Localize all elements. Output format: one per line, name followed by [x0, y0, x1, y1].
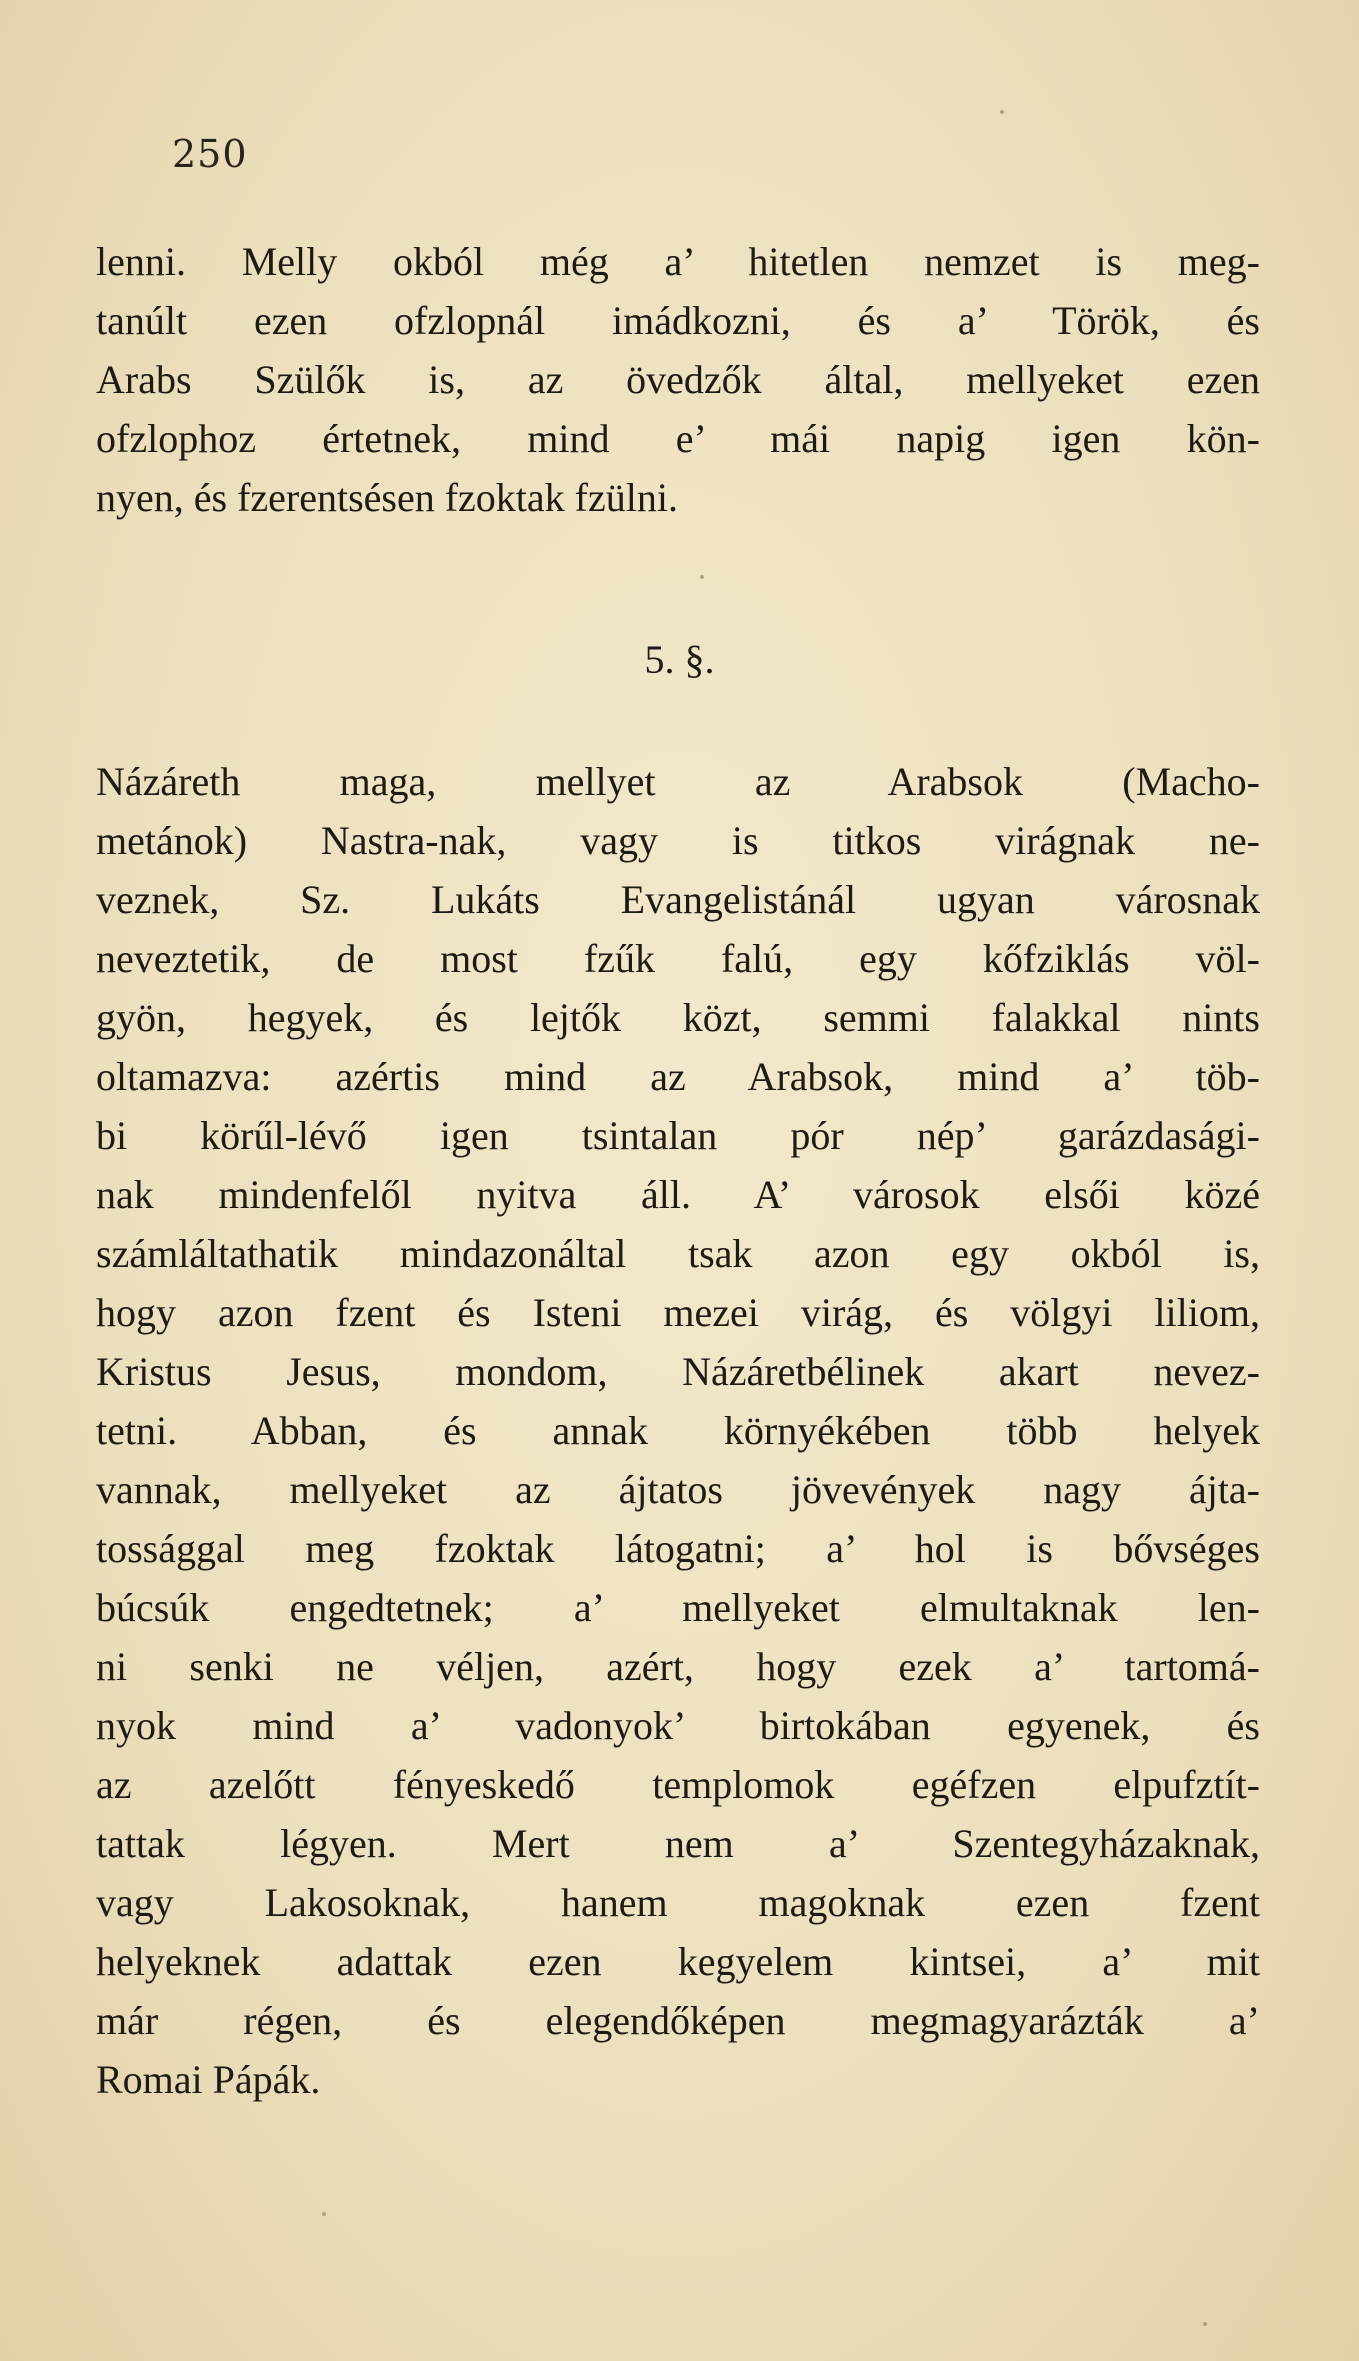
paragraph-2	[96, 752, 1260, 2109]
paper-speck	[1000, 110, 1004, 114]
text-line: hogy azon fzent és Isteni mezei virág, és völgyi liliom,	[96, 1290, 1260, 1335]
section-heading: 5. §.	[644, 637, 715, 682]
text-line: nyen, és fzerentsésen fzoktak fzülni.	[96, 475, 678, 520]
text-line: metánok) Nastra-nak, vagy is titkos virágnak ne-	[96, 818, 1260, 863]
text-line: Názáreth maga, mellyet az Arabsok (Macho-	[96, 759, 1260, 804]
text-line: helyeknek adattak ezen kegyelem kintsei, a’ mit	[96, 1939, 1260, 1984]
text-line: Kristus Jesus, mondom, Názáretbélinek akart nevez-	[96, 1349, 1260, 1394]
text-line: nyok mind a’ vadonyok’ birtokában egyenek, és	[96, 1703, 1260, 1748]
text-line: ni senki ne véljen, azért, hogy ezek a’ tartomá-	[96, 1644, 1260, 1689]
text-line: vagy Lakosoknak, hanem magoknak ezen fzent	[96, 1880, 1260, 1925]
text-line: bi körűl-lévő igen tsintalan pór nép’ garázdasági-	[96, 1113, 1260, 1158]
paper-speck	[700, 575, 704, 579]
text-line: búcsúk engedtetnek; a’ mellyeket elmultaknak len-	[96, 1585, 1260, 1630]
paragraph-1	[96, 232, 1260, 527]
text-line: számláltathatik mindazonáltal tsak azon egy okból is,	[96, 1231, 1260, 1276]
text-line: Arabs Szülők is, az övedzők által, mellyeket ezen	[96, 357, 1260, 402]
paper-speck	[1203, 2322, 1207, 2326]
text-line: nak mindenfelől nyitva áll. A’ városok elsői közé	[96, 1172, 1260, 1217]
text-line: gyön, hegyek, és lejtők közt, semmi falakkal nints	[96, 995, 1260, 1040]
text-line: lenni. Melly okból még a’ hitetlen nemzet is meg-	[96, 239, 1260, 284]
text-line: vannak, mellyeket az ájtatos jövevények nagy ájta-	[96, 1467, 1260, 1512]
text-line: Romai Pápák.	[96, 2057, 321, 2102]
text-line: ofzlophoz értetnek, mind e’ mái napig igen kön-	[96, 416, 1260, 461]
text-line: tetni. Abban, és annak környékében több helyek	[96, 1408, 1260, 1453]
text-line: tattak légyen. Mert nem a’ Szentegyházaknak,	[96, 1821, 1260, 1866]
text-line: az azelőtt fényeskedő templomok egéfzen elpufztít-	[96, 1762, 1260, 1807]
text-line: tossággal meg fzoktak látogatni; a’ hol is bővséges	[96, 1526, 1260, 1571]
paper-speck	[322, 2212, 326, 2216]
text-line: tanúlt ezen ofzlopnál imádkozni, és a’ Török, és	[96, 298, 1260, 343]
text-line: már régen, és elegendőképen megmagyarázták a’	[96, 1998, 1260, 2043]
page-number: 250	[172, 132, 248, 176]
text-line: veznek, Sz. Lukáts Evangelistánál ugyan városnak	[96, 877, 1260, 922]
text-line: oltamazva: azértis mind az Arabsok, mind a’ töb-	[96, 1054, 1260, 1099]
text-line: neveztetik, de most fzűk falú, egy kőfziklás völ-	[96, 936, 1260, 981]
